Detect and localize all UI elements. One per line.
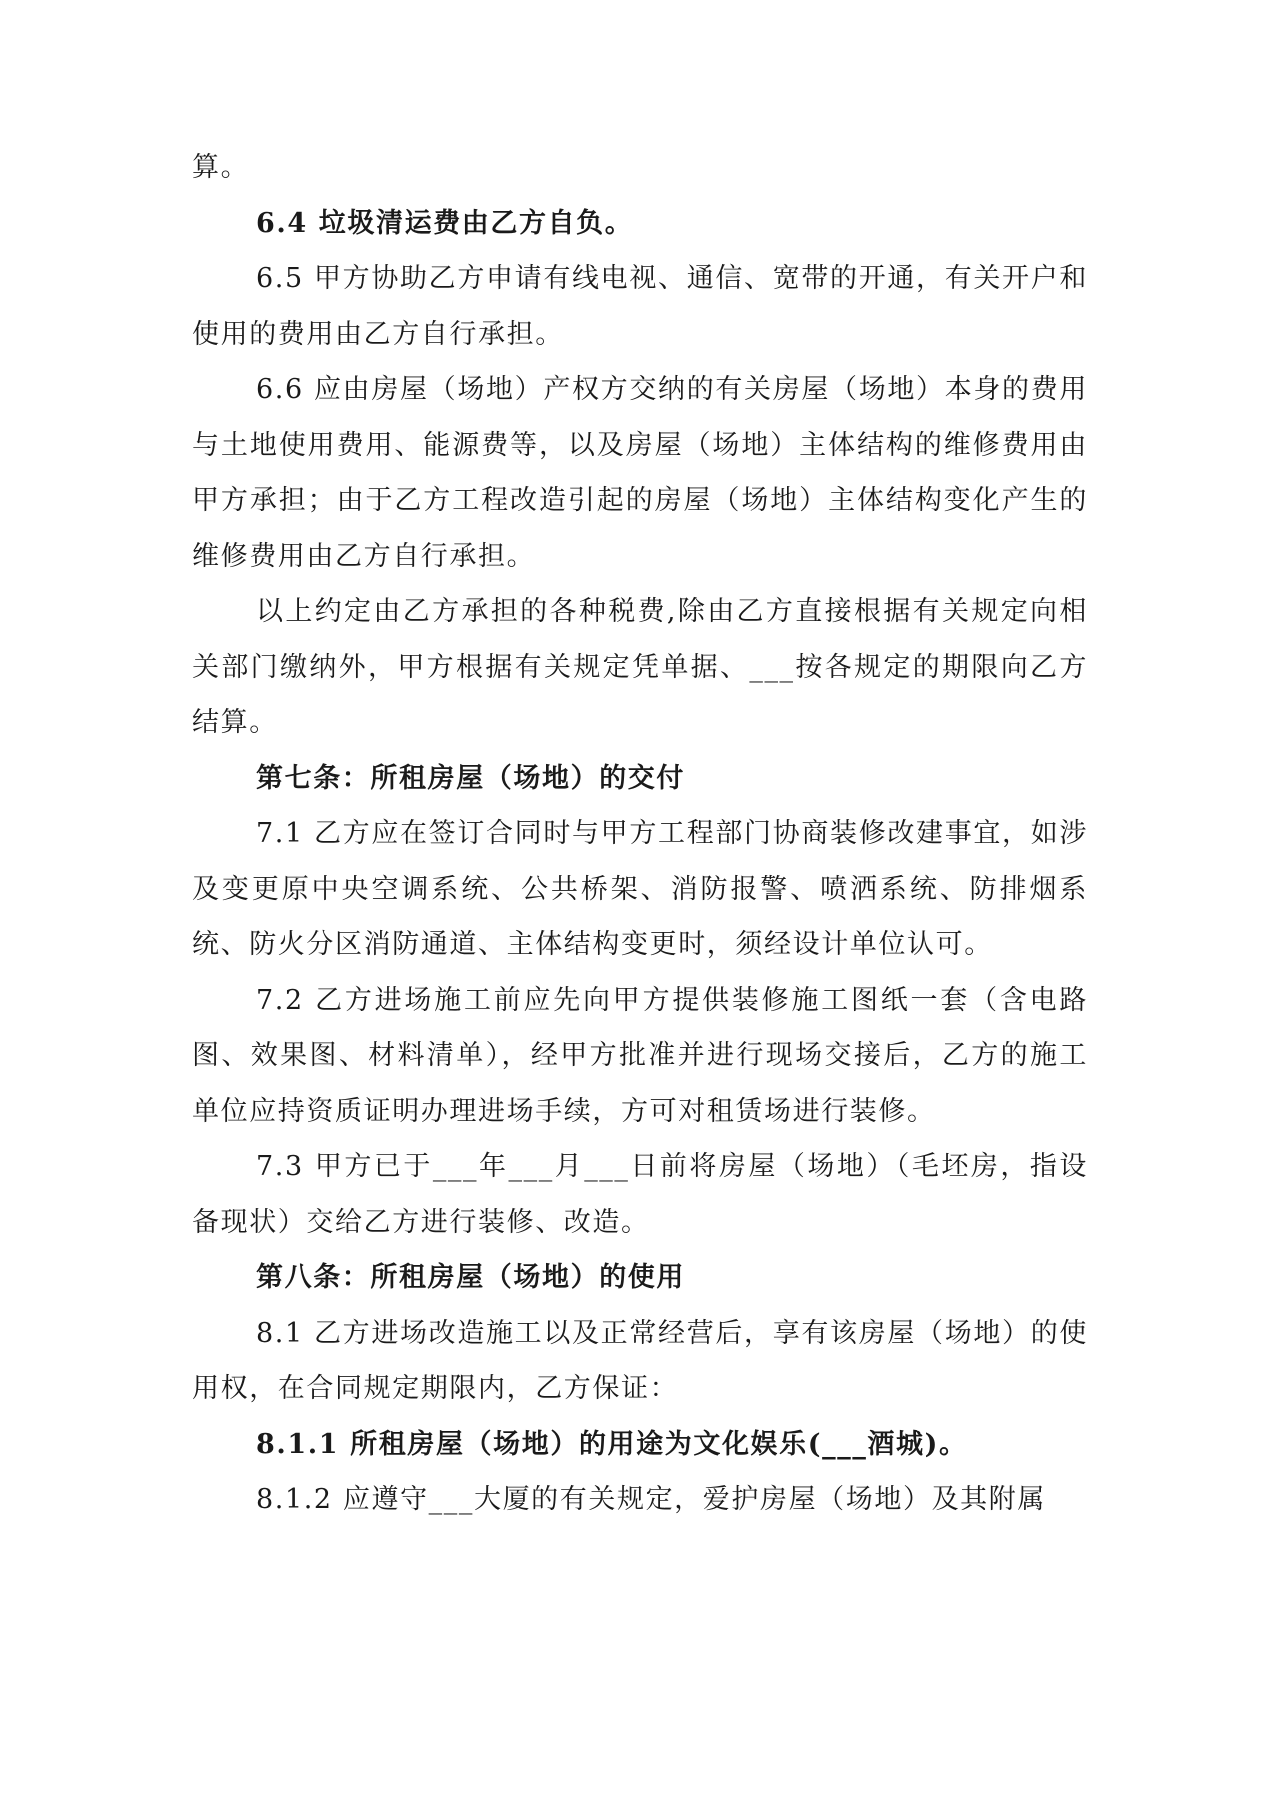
paragraph-taxes: 以上约定由乙方承担的各种税费,除由乙方直接根据有关规定向相关部门缴纳外，甲方根据有关规定凭单据、___按各规定的期限向乙方结算。	[192, 596, 1088, 738]
article-8-heading: 第八条：所租房屋（场地）的使用	[256, 1262, 685, 1293]
clause-7-2: 7.2 乙方进场施工前应先向甲方提供装修施工图纸一套（含电路图、效果图、材料清单），经甲方批准并进行现场交接后，乙方的施工单位应持资质证明办理进场手续，方可对租赁场进行装修。	[192, 984, 1088, 1127]
clause-6-6: 6.6 应由房屋（场地）产权方交纳的有关房屋（场地）本身的费用与土地使用费用、能源费等，以及房屋（场地）主体结构的维修费用由甲方承担；由于乙方工程改造引起的房屋（场地）主体结构变化产生的维修费用由乙方自行承担。	[192, 374, 1088, 572]
clause-8-1-2: 8.1.2 应遵守___大厦的有关规定，爱护房屋（场地）及其附属	[256, 1484, 1046, 1515]
clause-7-1: 7.1 乙方应在签订合同时与甲方工程部门协商装修改建事宜，如涉及变更原中央空调系统、公共桥架、消防报警、喷洒系统、防排烟系统、防火分区消防通道、主体结构变更时，须经设计单位认可。	[192, 818, 1088, 960]
document-page	[192, 140, 1088, 1528]
clause-7-3: 7.3 甲方已于___年___月___日前将房屋（场地）（毛坯房，指设备现状）交给乙方进行装修、改造。	[192, 1151, 1088, 1238]
clause-6-4: 6.4 垃圾清运费由乙方自负。	[256, 207, 634, 239]
paragraph-continuation: 算。	[192, 152, 250, 183]
clause-8-1-1: 8.1.1 所租房屋（场地）的用途为文化娱乐(___酒城)。	[256, 1428, 968, 1460]
clause-6-5: 6.5 甲方协助乙方申请有线电视、通信、宽带的开通，有关开户和使用的费用由乙方自行承担。	[192, 263, 1088, 350]
article-7-heading: 第七条：所租房屋（场地）的交付	[256, 762, 685, 794]
clause-8-1: 8.1 乙方进场改造施工以及正常经营后，享有该房屋（场地）的使用权，在合同规定期限内，乙方保证：	[192, 1317, 1088, 1404]
